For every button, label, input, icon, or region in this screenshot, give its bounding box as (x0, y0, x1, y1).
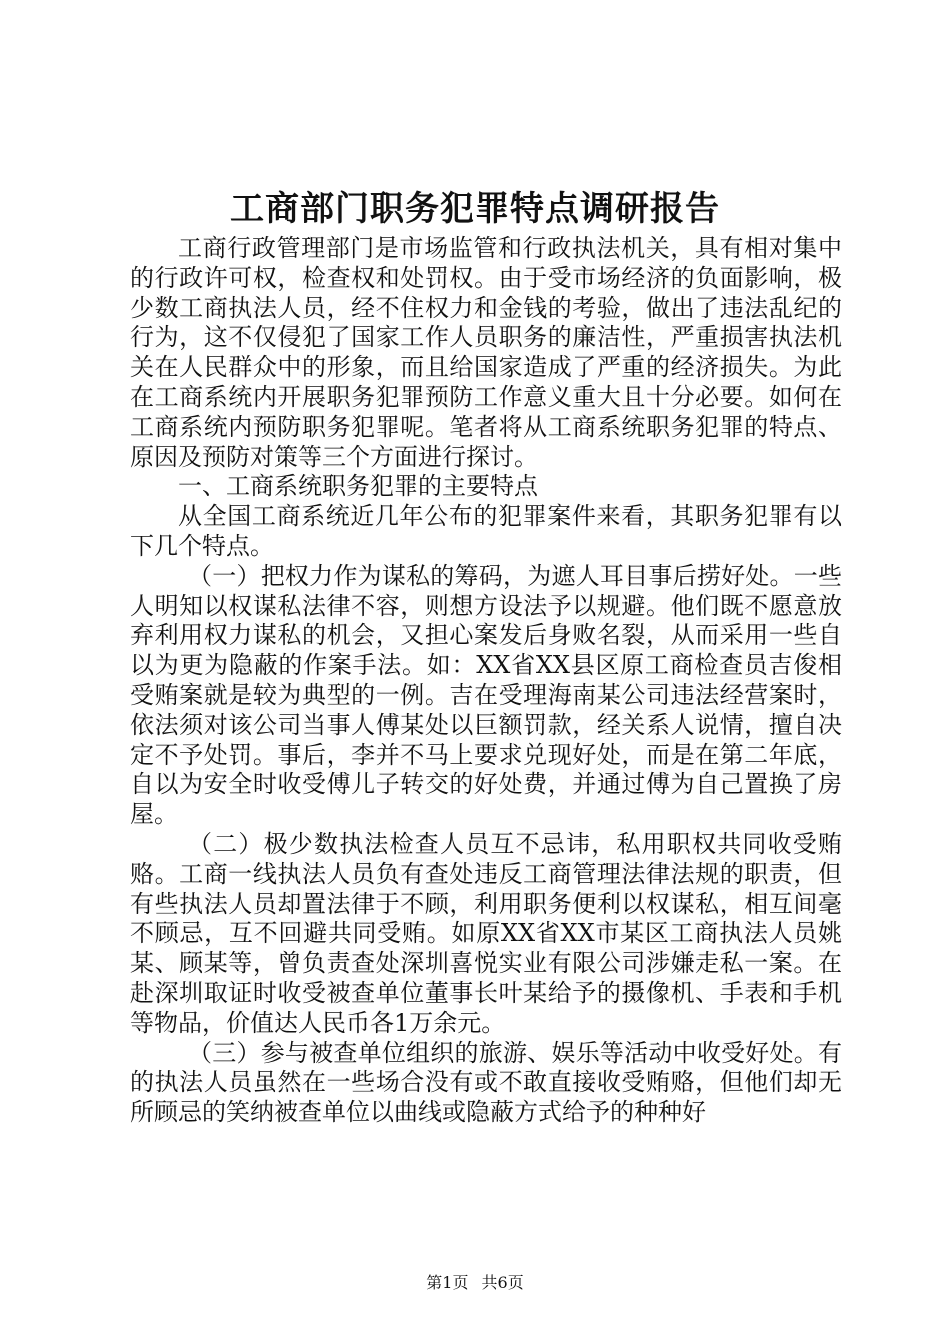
paragraph-point-3: （三）参与被查单位组织的旅游、娱乐等活动中收受好处。有的执法人员虽然在一些场合没有或不敢直接收受贿赂，但他们却无所顾忌的笑纳被查单位以曲线或隐蔽方式给予的种种好 (130, 1038, 842, 1127)
page-total: 共6页 (481, 1273, 524, 1292)
document-body (130, 234, 842, 1128)
page-number: 第1页 (426, 1273, 469, 1292)
paragraph-point-2: （二）极少数执法检查人员互不忌讳，私用职权共同收受贿赂。工商一线执法人员负有查处违反工商管理法律法规的职责，但有些执法人员却置法律于不顾，利用职务便利以权谋私，相互间毫不顾忌，互不回避共同受贿。如原XX省XX市某区工商执法人员姚某、顾某等，曾负责查处深圳喜悦实业有限公司涉嫌走私一案。在赴深圳取证时收受被查单位董事长叶某给予的摄像机、手表和手机等物品，价值达人民币各1万余元。 (130, 829, 842, 1037)
page-footer (0, 1272, 950, 1294)
paragraph-intro: 工商行政管理部门是市场监管和行政执法机关，具有相对集中的行政许可权，检查权和处罚权。由于受市场经济的负面影响，极少数工商执法人员，经不住权力和金钱的考验，做出了违法乱纪的行为，这不仅侵犯了国家工作人员职务的廉洁性，严重损害执法机关在人民群众中的形象，而且给国家造成了严重的经济损失。为此在工商系统内开展职务犯罪预防工作意义重大且十分必要。如何在工商系统内预防职务犯罪呢。笔者将从工商系统职务犯罪的特点、原因及预防对策等三个方面进行探讨。 (130, 234, 842, 471)
paragraph-point-1: （一）把权力作为谋私的筹码，为遮人耳目事后捞好处。一些人明知以权谋私法律不容，则想方设法予以规避。他们既不愿意放弃利用权力谋私的机会，又担心案发后身败名裂，从而采用一些自以为更为隐蔽的作案手法。如：XX省XX县区原工商检查员吉俊相受贿案就是较为典型的一例。吉在受理海南某公司违法经营案时，依法须对该公司当事人傅某处以巨额罚款，经关系人说情，擅自决定不予处罚。事后，李并不马上要求兑现好处，而是在第二年底，自以为安全时收受傅儿子转交的好处费，并通过傅为自己置换了房屋。 (130, 561, 842, 829)
paragraph-overview: 从全国工商系统近几年公布的犯罪案件来看，其职务犯罪有以下几个特点。 (130, 502, 842, 560)
section-heading: 一、工商系统职务犯罪的主要特点 (178, 472, 538, 501)
document-title: 工商部门职务犯罪特点调研报告 (230, 189, 720, 229)
